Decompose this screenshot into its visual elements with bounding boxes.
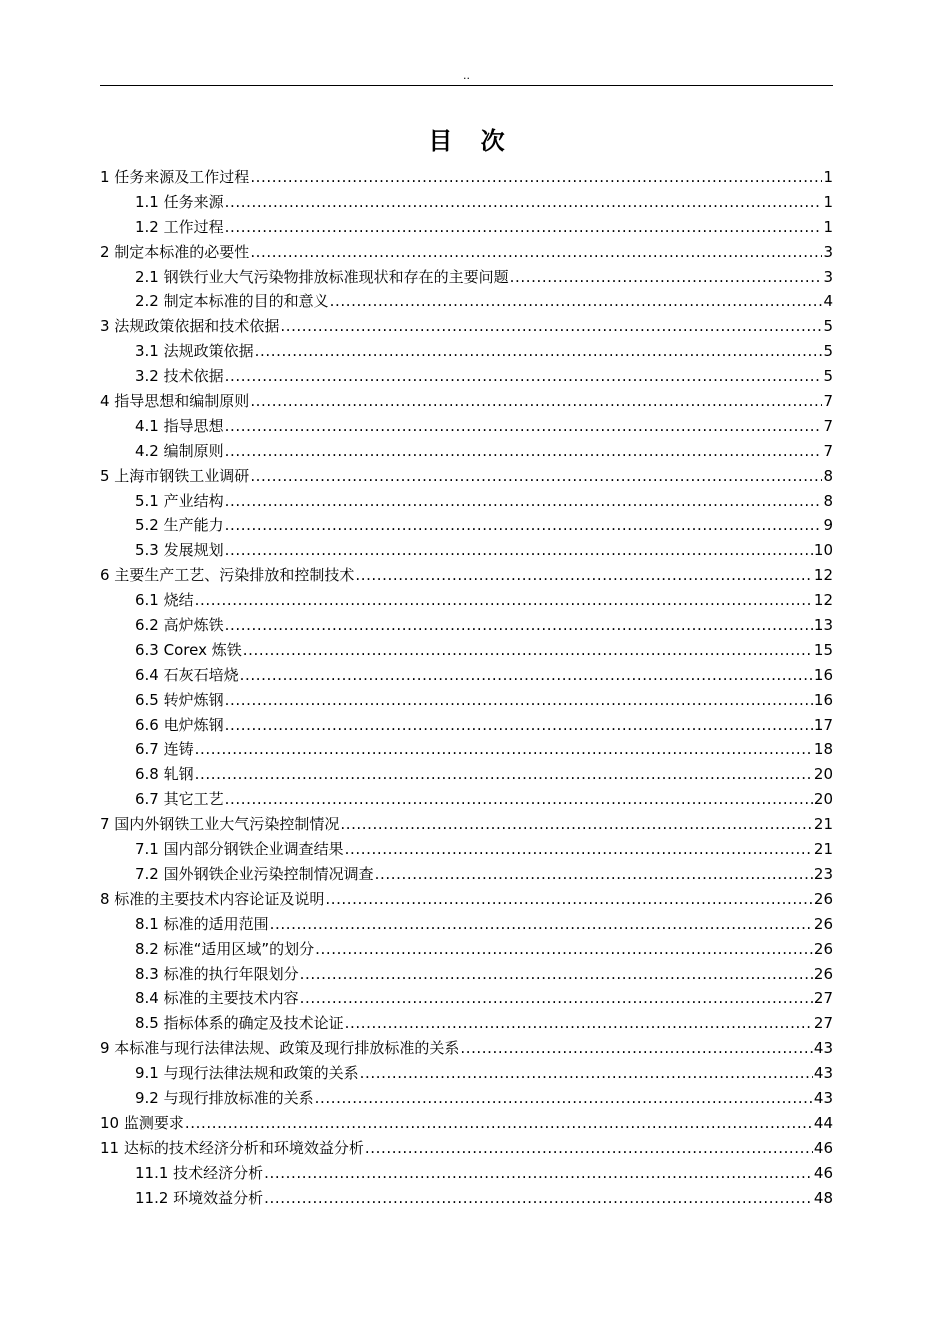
toc-entry-page: 10 (813, 541, 833, 560)
toc-entry[interactable] (100, 1061, 833, 1086)
toc-dot-leader (225, 787, 813, 812)
toc-entry-page: 23 (813, 864, 833, 883)
toc-entry-title: 8.1 标准的适用范围 (135, 914, 269, 933)
table-of-contents (100, 165, 833, 1210)
toc-entry[interactable] (100, 265, 833, 290)
toc-dot-leader (280, 314, 822, 339)
toc-dot-leader (270, 912, 813, 937)
toc-entry-title: 6.4 石灰石培烧 (135, 665, 239, 684)
toc-entry[interactable] (100, 513, 833, 538)
toc-entry-page: 8 (823, 491, 833, 510)
toc-entry[interactable] (100, 688, 833, 713)
toc-dot-leader (195, 737, 813, 762)
toc-entry[interactable] (100, 912, 833, 937)
toc-entry-page: 12 (813, 566, 833, 585)
toc-entry-title: 11.2 环境效益分析 (135, 1188, 264, 1207)
toc-dot-leader (250, 389, 822, 414)
toc-entry[interactable] (100, 339, 833, 364)
toc-entry-page: 5 (823, 367, 833, 386)
toc-dot-leader (250, 240, 822, 265)
toc-entry-title: 4.2 编制原则 (135, 441, 224, 460)
toc-dot-leader (510, 265, 823, 290)
toc-entry-page: 26 (813, 964, 833, 983)
toc-entry[interactable] (100, 1161, 833, 1186)
toc-entry-page: 7 (823, 416, 833, 435)
toc-dot-leader (360, 1061, 813, 1086)
toc-dot-leader (255, 339, 823, 364)
toc-entry-title: 1.2 工作过程 (135, 217, 224, 236)
toc-entry-title: 6.3 Corex 炼铁 (135, 640, 242, 659)
toc-entry-title: 6.6 电炉炼钢 (135, 715, 224, 734)
toc-dot-leader (365, 1136, 813, 1161)
toc-entry-page: 8 (823, 466, 833, 485)
toc-dot-leader (264, 1161, 813, 1186)
toc-dot-leader (250, 165, 822, 190)
toc-dot-leader (240, 663, 813, 688)
toc-dot-leader (225, 613, 813, 638)
toc-entry-page: 18 (813, 740, 833, 759)
toc-entry[interactable] (100, 240, 833, 265)
toc-entry-page: 1 (823, 168, 833, 186)
toc-dot-leader (345, 837, 813, 862)
toc-entry-page: 26 (813, 939, 833, 958)
toc-dot-leader (330, 289, 823, 314)
header-rule (100, 85, 833, 86)
toc-dot-leader (315, 937, 813, 962)
toc-entry-page: 15 (813, 640, 833, 659)
toc-entry-title: 6.8 轧钢 (135, 765, 194, 784)
toc-dot-leader (300, 986, 813, 1011)
toc-entry-page: 44 (813, 1113, 833, 1132)
toc-entry-title: 4.1 指导思想 (135, 416, 224, 435)
toc-entry-title: 11.1 技术经济分析 (135, 1163, 264, 1182)
toc-entry-title: 6.7 其它工艺 (135, 790, 224, 809)
toc-dot-leader (225, 489, 823, 514)
toc-entry-title: 1.1 任务来源 (135, 192, 224, 211)
toc-entry-title: 7.1 国内部分钢铁企业调查结果 (135, 840, 344, 859)
toc-entry[interactable] (100, 439, 833, 464)
toc-entry-title: 5.3 发展规划 (135, 541, 224, 560)
toc-entry-page: 7 (823, 441, 833, 460)
toc-dot-leader (225, 513, 823, 538)
toc-entry-title: 8.2 标准“适用区域”的划分 (135, 939, 315, 958)
toc-dot-leader (355, 563, 813, 588)
toc-dot-leader (195, 588, 813, 613)
toc-dot-leader (225, 215, 823, 240)
toc-entry-page: 27 (813, 1014, 833, 1033)
toc-entry-page: 46 (813, 1138, 833, 1157)
toc-entry[interactable] (100, 588, 833, 613)
toc-entry-page: 9 (823, 516, 833, 535)
toc-entry[interactable] (100, 762, 833, 787)
toc-entry-page: 20 (813, 765, 833, 784)
toc-dot-leader (225, 190, 823, 215)
toc-entry-page: 48 (813, 1188, 833, 1207)
toc-entry-page: 7 (823, 392, 833, 411)
toc-entry-page: 20 (813, 790, 833, 809)
toc-entry-page: 17 (813, 715, 833, 734)
toc-entry-title: 5 上海市钢铁工业调研 (100, 466, 250, 485)
toc-entry-title: 2.2 制定本标准的目的和意义 (135, 292, 329, 311)
toc-entry-title: 8.4 标准的主要技术内容 (135, 989, 299, 1008)
toc-entry[interactable] (100, 986, 833, 1011)
toc-entry-page: 43 (813, 1039, 833, 1058)
toc-entry-title: 6.5 转炉炼钢 (135, 690, 224, 709)
toc-entry[interactable] (100, 215, 833, 240)
toc-dot-leader (185, 1111, 813, 1136)
toc-entry-title: 3.1 法规政策依据 (135, 342, 254, 361)
toc-entry[interactable] (100, 1111, 833, 1136)
toc-entry-title: 9.2 与现行排放标准的关系 (135, 1088, 314, 1107)
toc-entry-page: 16 (813, 665, 833, 684)
toc-entry-title: 10 监测要求 (100, 1113, 184, 1132)
toc-entry[interactable] (100, 1036, 833, 1061)
toc-entry-page: 16 (813, 690, 833, 709)
toc-entry-title: 9 本标准与现行法律法规、政策及现行排放标准的关系 (100, 1039, 460, 1058)
toc-entry-title: 5.2 生产能力 (135, 516, 224, 535)
toc-entry[interactable] (100, 1011, 833, 1036)
page-header-mark: .. (463, 69, 470, 82)
toc-entry-title: 7 国内外钢铁工业大气污染控制情况 (100, 815, 340, 834)
toc-entry[interactable] (100, 165, 833, 190)
page-title: 目 次 (428, 127, 515, 155)
toc-entry-page: 26 (813, 914, 833, 933)
toc-dot-leader (225, 688, 813, 713)
toc-entry[interactable] (100, 364, 833, 389)
toc-entry-title: 1 任务来源及工作过程 (100, 168, 250, 186)
toc-dot-leader (225, 713, 813, 738)
toc-entry-title: 6 主要生产工艺、污染排放和控制技术 (100, 566, 355, 585)
toc-entry[interactable] (100, 962, 833, 987)
toc-entry-title: 6.2 高炉炼铁 (135, 616, 224, 635)
toc-entry-page: 3 (823, 267, 833, 286)
toc-entry[interactable] (100, 613, 833, 638)
toc-entry-page: 21 (813, 815, 833, 834)
toc-entry-page: 5 (823, 317, 833, 336)
toc-dot-leader (195, 762, 813, 787)
toc-entry[interactable] (100, 289, 833, 314)
toc-entry-title: 8 标准的主要技术内容论证及说明 (100, 889, 325, 908)
toc-entry-title: 8.5 指标体系的确定及技术论证 (135, 1014, 344, 1033)
toc-entry[interactable] (100, 937, 833, 962)
toc-entry[interactable] (100, 389, 833, 414)
toc-dot-leader (250, 464, 822, 489)
toc-entry[interactable] (100, 414, 833, 439)
toc-dot-leader (300, 962, 813, 987)
toc-entry[interactable] (100, 812, 833, 837)
toc-entry[interactable] (100, 787, 833, 812)
toc-entry-title: 2.1 钢铁行业大气污染物排放标准现状和存在的主要问题 (135, 267, 509, 286)
toc-entry[interactable] (100, 314, 833, 339)
toc-dot-leader (345, 1011, 813, 1036)
toc-entry-title: 5.1 产业结构 (135, 491, 224, 510)
toc-dot-leader (264, 1186, 813, 1211)
toc-entry-page: 5 (823, 342, 833, 361)
toc-entry-page: 43 (813, 1064, 833, 1083)
toc-entry[interactable] (100, 538, 833, 563)
toc-entry-title: 2 制定本标准的必要性 (100, 242, 250, 261)
toc-entry[interactable] (100, 1136, 833, 1161)
toc-entry[interactable] (100, 489, 833, 514)
toc-dot-leader (460, 1036, 813, 1061)
toc-entry[interactable] (100, 887, 833, 912)
toc-dot-leader (315, 1086, 813, 1111)
toc-entry-title: 4 指导思想和编制原则 (100, 392, 250, 411)
toc-entry[interactable] (100, 713, 833, 738)
toc-entry-page: 27 (813, 989, 833, 1008)
toc-dot-leader (243, 638, 813, 663)
toc-entry[interactable] (100, 190, 833, 215)
toc-entry-title: 7.2 国外钢铁企业污染控制情况调查 (135, 864, 374, 883)
toc-entry[interactable] (100, 464, 833, 489)
toc-entry-title: 3 法规政策依据和技术依据 (100, 317, 280, 336)
toc-entry-page: 3 (823, 242, 833, 261)
toc-entry-page: 26 (813, 889, 833, 908)
toc-entry-title: 6.1 烧结 (135, 591, 194, 610)
toc-entry[interactable] (100, 862, 833, 887)
toc-entry-title: 6.7 连铸 (135, 740, 194, 759)
toc-dot-leader (225, 364, 823, 389)
toc-dot-leader (340, 812, 813, 837)
toc-entry-page: 4 (823, 292, 833, 311)
toc-entry[interactable] (100, 563, 833, 588)
toc-entry-page: 13 (813, 616, 833, 635)
toc-entry[interactable] (100, 1186, 833, 1211)
toc-entry-title: 8.3 标准的执行年限划分 (135, 964, 299, 983)
toc-dot-leader (325, 887, 813, 912)
toc-entry-page: 46 (813, 1163, 833, 1182)
toc-entry[interactable] (100, 663, 833, 688)
toc-entry-title: 3.2 技术依据 (135, 367, 224, 386)
toc-entry[interactable] (100, 1086, 833, 1111)
toc-entry-title: 9.1 与现行法律法规和政策的关系 (135, 1064, 359, 1083)
toc-entry-page: 43 (813, 1088, 833, 1107)
toc-dot-leader (225, 414, 823, 439)
toc-dot-leader (225, 538, 813, 563)
toc-entry-page: 21 (813, 840, 833, 859)
toc-dot-leader (225, 439, 823, 464)
toc-entry-page: 12 (813, 591, 833, 610)
toc-entry[interactable] (100, 837, 833, 862)
toc-dot-leader (375, 862, 813, 887)
toc-entry[interactable] (100, 638, 833, 663)
toc-entry[interactable] (100, 737, 833, 762)
toc-entry-page: 1 (823, 192, 833, 211)
toc-entry-page: 1 (823, 217, 833, 236)
toc-entry-title: 11 达标的技术经济分析和环境效益分析 (100, 1138, 364, 1157)
